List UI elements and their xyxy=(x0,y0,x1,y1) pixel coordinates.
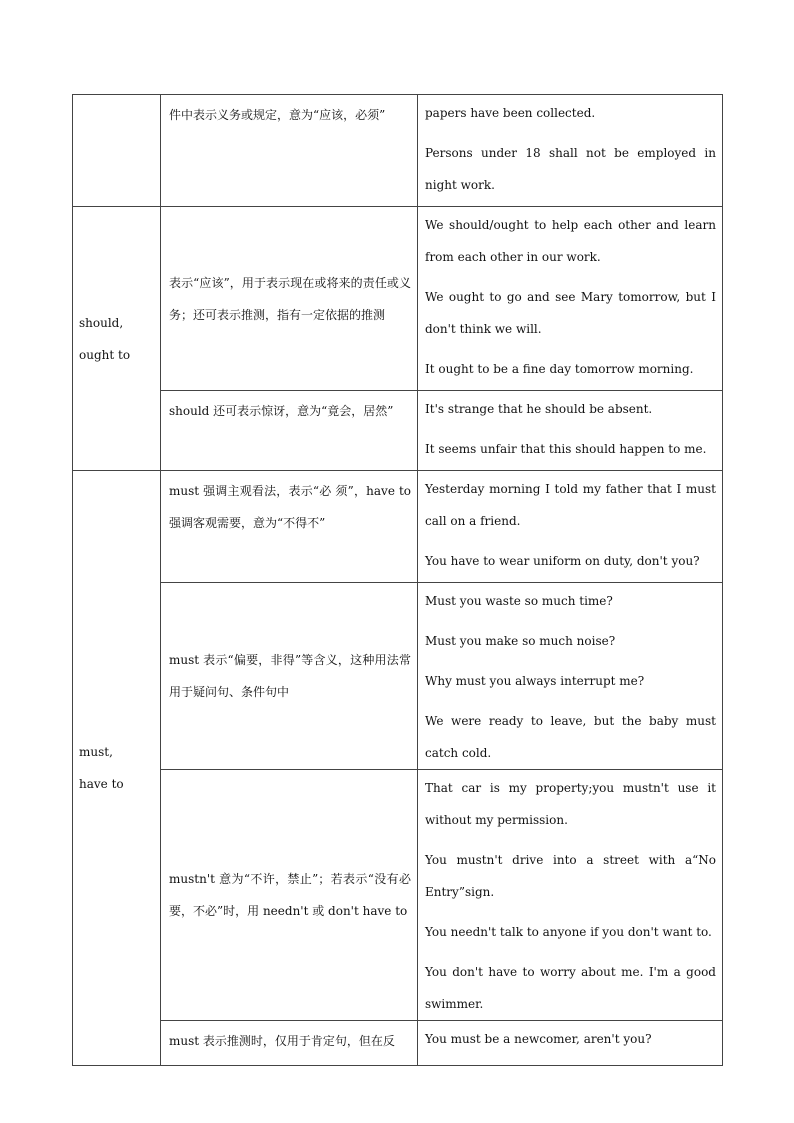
table-row xyxy=(73,583,723,770)
example-sentence: Must you make so much noise? xyxy=(425,634,616,648)
example-sentence: You mustn't drive into a street with a“No Entry”sign. xyxy=(425,853,716,899)
examples-cell xyxy=(418,207,723,391)
example-sentence: We should/ought to help each other and learn from each other in our work. xyxy=(425,218,716,264)
example-sentence: Must you waste so much time? xyxy=(425,594,613,608)
example-sentence: You have to wear uniform on duty, don't you? xyxy=(425,554,700,568)
examples-cell xyxy=(418,1021,723,1066)
example-sentence: You must be a newcomer, aren't you? xyxy=(425,1032,652,1046)
examples-cell xyxy=(418,471,723,583)
usage-text: should 还可表示惊讶，意为“竟会，居然” xyxy=(169,404,394,418)
modal-word: have to xyxy=(79,777,124,791)
examples-cell xyxy=(418,770,723,1021)
word-cell xyxy=(73,207,161,471)
example-sentence: It ought to be a fine day tomorrow morning. xyxy=(425,362,694,376)
table-row xyxy=(73,95,723,207)
usage-cell xyxy=(161,1021,418,1066)
examples-cell xyxy=(418,391,723,471)
example-sentence: papers have been collected. xyxy=(425,106,596,120)
example-sentence: You don't have to worry about me. I'm a good swimmer. xyxy=(425,965,716,1011)
example-sentence: That car is my property;you mustn't use it without my permission. xyxy=(425,781,716,827)
example-sentence: Why must you always interrupt me? xyxy=(425,674,645,688)
usage-text: must 表示“偏要，非得”等含义，这种用法常用于疑问句、条件句中 xyxy=(169,653,411,699)
example-sentence: We ought to go and see Mary tomorrow, but I don't think we will. xyxy=(425,290,716,336)
usage-cell xyxy=(161,770,418,1021)
usage-cell xyxy=(161,391,418,471)
table-row xyxy=(73,1021,723,1066)
example-sentence: Persons under 18 shall not be employed in night work. xyxy=(425,146,716,192)
modal-word: should, xyxy=(79,315,124,330)
usage-text: must 强调主观看法，表示“必 须”，have to 强调客观需要，意为“不得不” xyxy=(169,484,411,530)
table-row xyxy=(73,770,723,1021)
usage-cell xyxy=(161,471,418,583)
usage-cell xyxy=(161,583,418,770)
modal-word: ought to xyxy=(79,347,131,362)
usage-cell xyxy=(161,95,418,207)
grammar-table xyxy=(72,94,723,1066)
word-cell xyxy=(73,95,161,207)
table-row xyxy=(73,207,723,391)
usage-text: must 表示推测时，仅用于肯定句，但在反 xyxy=(169,1034,395,1048)
usage-cell xyxy=(161,207,418,391)
word-cell xyxy=(73,471,161,1066)
usage-text: mustn't 意为“不许，禁止”；若表示“没有必要，不必”时，用 needn't 或 don't have to xyxy=(169,872,411,918)
examples-cell xyxy=(418,95,723,207)
example-sentence: It's strange that he should be absent. xyxy=(425,402,653,416)
example-sentence: It seems unfair that this should happen to me. xyxy=(425,442,707,456)
modal-word: must, xyxy=(79,745,113,759)
example-sentence: We were ready to leave, but the baby must catch cold. xyxy=(425,714,716,760)
usage-text: 表示“应该”，用于表示现在或将来的责任或义务；还可表示推测，指有一定依据的推测 xyxy=(169,275,411,322)
usage-text: 件中表示义务或规定，意为“应该，必须” xyxy=(169,108,386,122)
example-sentence: You needn't talk to anyone if you don't want to. xyxy=(425,925,712,939)
example-sentence: Yesterday morning I told my father that I must call on a friend. xyxy=(425,482,716,528)
examples-cell xyxy=(418,583,723,770)
table-row xyxy=(73,391,723,471)
table-row xyxy=(73,471,723,583)
